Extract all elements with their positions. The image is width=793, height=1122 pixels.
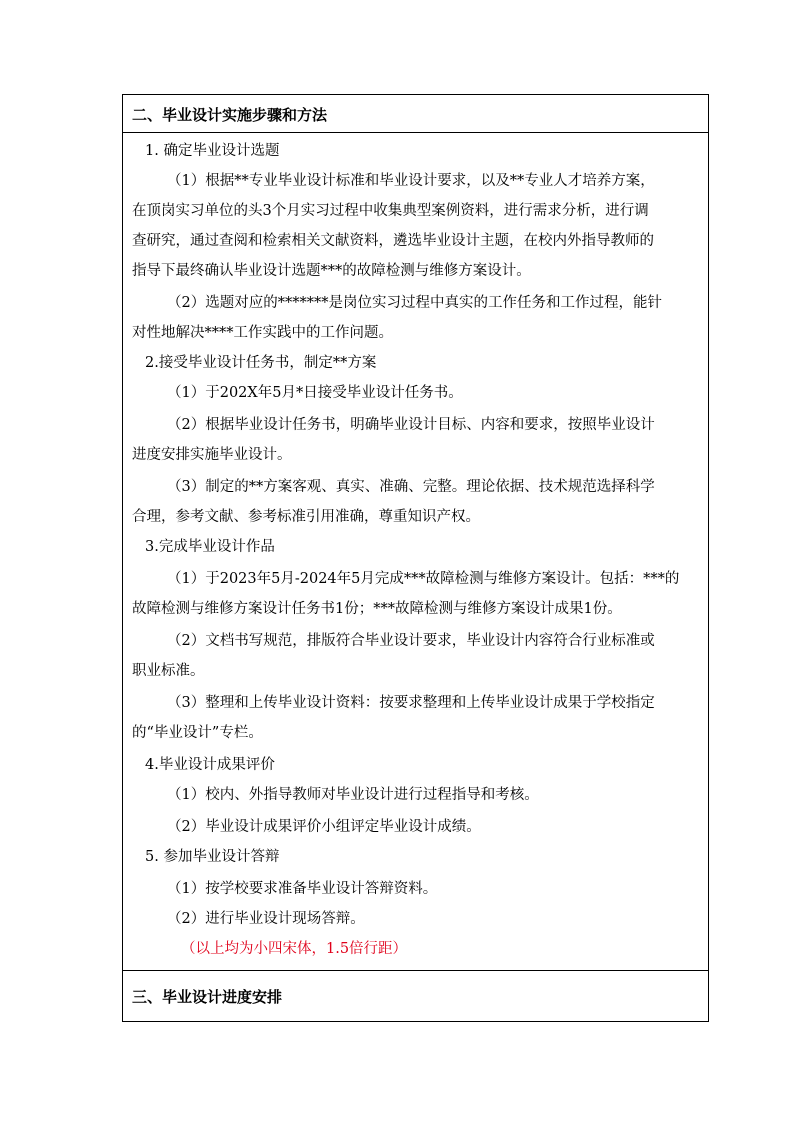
paragraph-line: 对性地解决****工作实践中的工作问题。 xyxy=(132,325,393,341)
format-note: （以上均为小四宋体，1.5倍行距） xyxy=(181,941,408,957)
step-heading: 3.完成毕业设计作品 xyxy=(145,539,275,555)
section-header-row xyxy=(123,970,708,1020)
step-heading: 4.毕业设计成果评价 xyxy=(145,757,275,773)
paragraph-line: （2）进行毕业设计现场答辩。 xyxy=(167,911,365,927)
paragraph-line: 合理，参考文献、参考标准引用准确，尊重知识产权。 xyxy=(132,509,480,525)
paragraph-line: （1）于202X年5月*日接受毕业设计任务书。 xyxy=(167,385,463,401)
section-title: 二、毕业设计实施步骤和方法 xyxy=(132,106,328,124)
table-frame xyxy=(122,94,709,1022)
paragraph-line: （1）校内、外指导教师对毕业设计进行过程指导和考核。 xyxy=(167,787,539,803)
paragraph-line: 进度安排实施毕业设计。 xyxy=(132,447,292,463)
paragraph-line: （2）文档书写规范，排版符合毕业设计要求，毕业设计内容符合行业标准或 xyxy=(167,633,655,649)
paragraph-line: 故障检测与维修方案设计任务书1份；***故障检测与维修方案设计成果1份。 xyxy=(132,601,622,617)
section-title: 三、毕业设计进度安排 xyxy=(132,988,283,1006)
paragraph-line: （2）根据毕业设计任务书，明确毕业设计目标、内容和要求，按照毕业设计 xyxy=(167,417,655,433)
paragraph-line: 的“毕业设计”专栏。 xyxy=(132,725,263,741)
paragraph-line: （2）毕业设计成果评价小组评定毕业设计成绩。 xyxy=(167,819,481,835)
paragraph-line: 在顶岗实习单位的头3个月实习过程中收集典型案例资料，进行需求分析，进行调 xyxy=(132,203,649,219)
paragraph-line: 查研究，通过查阅和检索相关文献资料，遴选毕业设计主题，在校内外指导教师的 xyxy=(132,233,654,249)
paragraph-line: （3）制定的**方案客观、真实、准确、完整。理论依据、技术规范选择科学 xyxy=(167,479,655,495)
paragraph-line: （3）整理和上传毕业设计资料：按要求整理和上传毕业设计成果于学校指定 xyxy=(167,695,655,711)
step-heading: 5. 参加毕业设计答辩 xyxy=(145,849,280,865)
paragraph-line: （1）于2023年5月-2024年5月完成***故障检测与维修方案设计。包括：***的 xyxy=(167,571,680,587)
paragraph-line: （1）根据**专业毕业设计标准和毕业设计要求，以及**专业人才培养方案， xyxy=(167,173,655,189)
step-heading: 2.接受毕业设计任务书，制定**方案 xyxy=(145,355,377,371)
section-header-row xyxy=(123,95,708,133)
paragraph-line: 职业标准。 xyxy=(132,663,205,679)
paragraph-line: （1）按学校要求准备毕业设计答辩资料。 xyxy=(167,881,438,897)
paragraph-line: 指导下最终确认毕业设计选题***的故障检测与维修方案设计。 xyxy=(132,263,531,279)
step-heading: 1. 确定毕业设计选题 xyxy=(145,143,280,159)
paragraph-line: （2）选题对应的*******是岗位实习过程中真实的工作任务和工作过程，能针 xyxy=(167,295,662,311)
